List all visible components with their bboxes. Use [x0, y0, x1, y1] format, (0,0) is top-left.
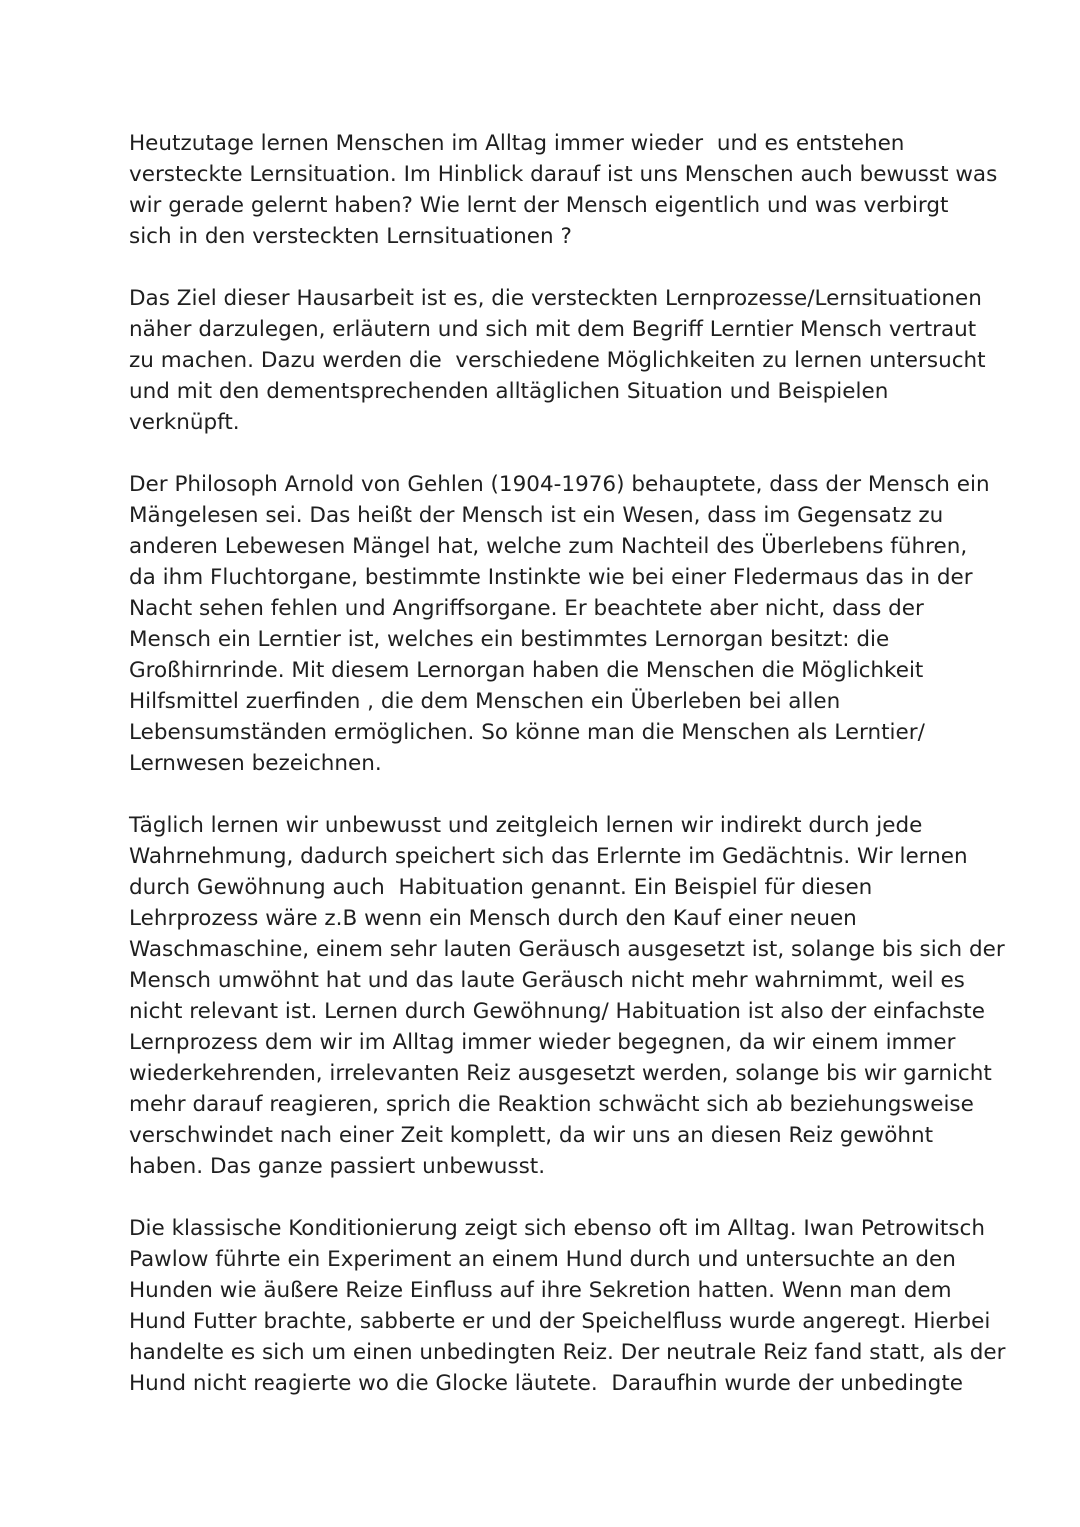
text-line: da ihm Fluchtorgane, bestimmte Instinkte wie bei einer Fledermaus das in der: [129, 565, 973, 590]
text-line: Heutzutage lernen Menschen im Alltag immer wieder und es entstehen: [129, 131, 905, 156]
text-line: verschwindet nach einer Zeit komplett, da wir uns an diesen Reiz gewöhnt: [129, 1123, 934, 1148]
text-line: sich in den versteckten Lernsituationen ?: [129, 224, 572, 249]
text-line: und mit den dementsprechenden alltäglichen Situation und Beispielen: [129, 379, 889, 404]
text-line: Pawlow führte ein Experiment an einem Hund durch und untersuchte an den: [129, 1247, 956, 1272]
text-line: Waschmaschine, einem sehr lauten Geräusch ausgesetzt ist, solange bis sich der: [129, 937, 1005, 962]
text-line: Lernprozess dem wir im Alltag immer wieder begegnen, da wir einem immer: [129, 1030, 956, 1055]
text-line: zu machen. Dazu werden die verschiedene Möglichkeiten zu lernen untersucht: [129, 348, 986, 373]
text-line: wir gerade gelernt haben? Wie lernt der Mensch eigentlich und was verbirgt: [129, 193, 949, 218]
paragraph-goal: [129, 283, 986, 438]
text-line: Täglich lernen wir unbewusst und zeitgleich lernen wir indirekt durch jede: [129, 813, 923, 838]
paragraph-conditioning: [129, 1213, 1006, 1399]
text-line: Mensch umwöhnt hat und das laute Geräusch nicht mehr wahrnimmt, weil es: [129, 968, 965, 993]
text-line: Nacht sehen fehlen und Angriffsorgane. Er beachtete aber nicht, dass der: [129, 596, 924, 621]
text-line: wiederkehrenden, irrelevanten Reiz ausgesetzt werden, solange bis wir garnicht: [129, 1061, 992, 1086]
text-line: Die klassische Konditionierung zeigt sich ebenso oft im Alltag. Iwan Petrowitsch: [129, 1216, 985, 1241]
text-line: Wahrnehmung, dadurch speichert sich das Erlernte im Gedächtnis. Wir lernen: [129, 844, 968, 869]
text-line: Der Philosoph Arnold von Gehlen (1904-1976) behauptete, dass der Mensch ein: [129, 472, 990, 497]
text-line: anderen Lebewesen Mängel hat, welche zum Nachteil des Überlebens führen,: [129, 534, 968, 559]
text-line: Hunden wie äußere Reize Einfluss auf ihre Sekretion hatten. Wenn man dem: [129, 1278, 952, 1303]
text-line: handelte es sich um einen unbedingten Reiz. Der neutrale Reiz fand statt, als der: [129, 1340, 1006, 1365]
text-line: verknüpft.: [129, 410, 240, 435]
text-line: näher darzulegen, erläutern und sich mit dem Begriff Lerntier Mensch vertraut: [129, 317, 977, 342]
text-line: Mensch ein Lerntier ist, welches ein bestimmtes Lernorgan besitzt: die: [129, 627, 890, 652]
paragraph-gehlen: [129, 469, 990, 779]
text-line: Hilfsmittel zuerfinden , die dem Menschen ein Überleben bei allen: [129, 689, 841, 714]
text-line: haben. Das ganze passiert unbewusst.: [129, 1154, 546, 1179]
text-line: Hund nicht reagierte wo die Glocke läutete. Daraufhin wurde der unbedingte: [129, 1371, 963, 1396]
document-body: [129, 128, 1006, 1430]
text-line: Das Ziel dieser Hausarbeit ist es, die versteckten Lernprozesse/Lernsituationen: [129, 286, 982, 311]
paragraph-intro: [129, 128, 998, 252]
text-line: Lernwesen bezeichnen.: [129, 751, 382, 776]
text-line: mehr darauf reagieren, sprich die Reaktion schwächt sich ab beziehungsweise: [129, 1092, 974, 1117]
text-line: Mängelesen sei. Das heißt der Mensch ist ein Wesen, dass im Gegensatz zu: [129, 503, 944, 528]
text-line: Lehrprozess wäre z.B wenn ein Mensch durch den Kauf einer neuen: [129, 906, 857, 931]
text-line: durch Gewöhnung auch Habituation genannt. Ein Beispiel für diesen: [129, 875, 873, 900]
text-line: Großhirnrinde. Mit diesem Lernorgan haben die Menschen die Möglichkeit: [129, 658, 924, 683]
text-line: nicht relevant ist. Lernen durch Gewöhnung/ Habituation ist also der einfachste: [129, 999, 985, 1024]
text-line: Lebensumständen ermöglichen. So könne man die Menschen als Lerntier/: [129, 720, 925, 745]
paragraph-habituation: [129, 810, 1005, 1182]
text-line: versteckte Lernsituation. Im Hinblick darauf ist uns Menschen auch bewusst was: [129, 162, 998, 187]
text-line: Hund Futter brachte, sabberte er und der Speichelfluss wurde angeregt. Hierbei: [129, 1309, 991, 1334]
